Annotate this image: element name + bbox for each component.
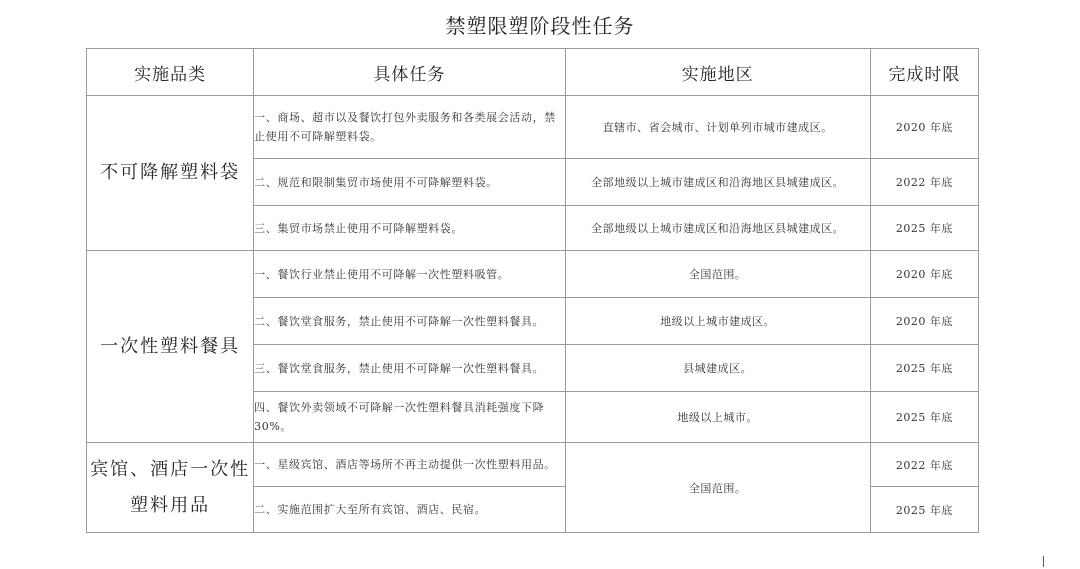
deadline-cell: 2020 年底 (870, 298, 978, 345)
deadline-cell: 2025 年底 (870, 206, 978, 251)
region-cell: 全国范围。 (565, 443, 870, 533)
task-cell: 一、星级宾馆、酒店等场所不再主动提供一次性塑料用品。 (254, 443, 565, 487)
deadline-cell: 2022 年底 (870, 159, 978, 206)
task-cell: 三、餐饮堂食服务，禁止使用不可降解一次性塑料餐具。 (254, 345, 565, 392)
deadline-cell: 2020 年底 (870, 251, 978, 298)
task-cell: 二、餐饮堂食服务，禁止使用不可降解一次性塑料餐具。 (254, 298, 565, 345)
page-title: 禁塑限塑阶段性任务 (445, 14, 635, 38)
category-label: 一次性塑料餐具 (100, 335, 241, 357)
task-cell: 二、规范和限制集贸市场使用不可降解塑料袋。 (254, 159, 565, 206)
category-plastic-tableware (87, 251, 254, 443)
header-deadline: 完成时限 (870, 49, 978, 96)
task-cell: 四、餐饮外卖领域不可降解一次性塑料餐具消耗强度下降 30%。 (254, 392, 565, 443)
region-cell: 全部地级以上城市建成区和沿海地区县城建成区。 (565, 206, 870, 251)
task-cell: 一、餐饮行业禁止使用不可降解一次性塑料吸管。 (254, 251, 565, 298)
table-row (87, 96, 979, 159)
category-label: 不可降解塑料袋 (100, 162, 241, 183)
deadline-cell: 2025 年底 (870, 392, 978, 443)
region-cell: 县城建成区。 (565, 345, 870, 392)
deadline-cell: 2025 年底 (870, 345, 978, 392)
task-table (86, 48, 979, 533)
region-cell: 全部地级以上城市建成区和沿海地区县城建成区。 (565, 159, 870, 206)
category-plastic-bags (87, 96, 254, 251)
header-task: 具体任务 (254, 49, 565, 96)
category-label: 宾馆、酒店一次性塑料用品 (90, 458, 251, 516)
table-row (87, 251, 979, 298)
task-cell: 三、集贸市场禁止使用不可降解塑料袋。 (254, 206, 565, 251)
corner-mark (1043, 556, 1044, 567)
region-cell: 地级以上城市。 (565, 392, 870, 443)
deadline-cell: 2020 年底 (870, 96, 978, 159)
header-category: 实施品类 (87, 49, 254, 96)
task-cell: 一、商场、超市以及餐饮打包外卖服务和各类展会活动，禁止使用不可降解塑料袋。 (254, 96, 565, 159)
deadline-cell: 2022 年底 (870, 443, 978, 487)
table-header-row (87, 49, 979, 96)
task-cell: 二、实施范围扩大至所有宾馆、酒店、民宿。 (254, 487, 565, 533)
table-row (87, 443, 979, 487)
category-hotel-plastic-items (87, 443, 254, 533)
deadline-cell: 2025 年底 (870, 487, 978, 533)
header-region: 实施地区 (565, 49, 870, 96)
region-cell: 直辖市、省会城市、计划单列市城市建成区。 (565, 96, 870, 159)
region-cell: 地级以上城市建成区。 (565, 298, 870, 345)
region-cell: 全国范围。 (565, 251, 870, 298)
